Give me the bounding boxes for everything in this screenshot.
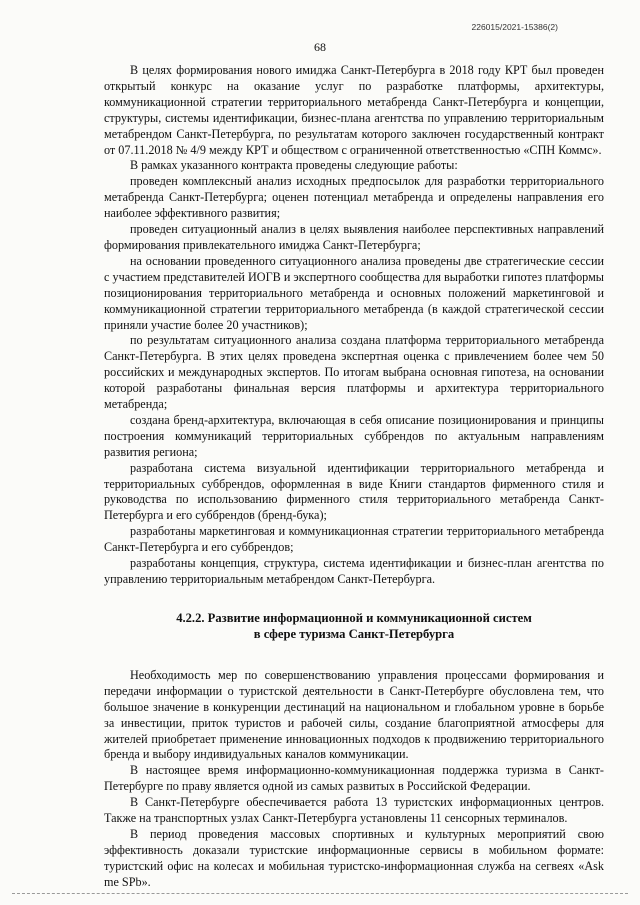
paragraph: разработана система визуальной идентификации территориального метабренда и территориальных суббрендов, оформленная в виде Книги стандартов фирменного стиля и руководства по использованию фирменного стиля территориального метабренда Санкт-Петербурга и его суббрендов (бренд-бука);: [104, 460, 604, 523]
paragraph: В целях формирования нового имиджа Санкт-Петербурга в 2018 году КРТ был проведен открытый конкурс на оказание услуг по разработке платформы, архитектуры, коммуникационной стратегии территориального метабренда Санкт-Петербурга и концепции, структуры, системы идентификации, бизнес-плана агентства по управлению территориальным метабрендом Санкт-Петербурга, по результатам которого заключен государственный контракт от 07.11.2018 № 4/9 между КРТ и обществом с ограниченной ответственностью «СПН Коммс».: [104, 63, 604, 157]
paragraph: проведен ситуационный анализ в целях выявления наиболее перспективных направлений формирования привлекательного имиджа Санкт-Петербурга;: [104, 222, 604, 252]
section-heading-line-2: в сфере туризма Санкт-Петербурга: [253, 626, 455, 641]
paragraph: В рамках указанного контракта проведены следующие работы:: [130, 158, 458, 173]
page-number: 68: [314, 40, 326, 54]
paragraph: по результатам ситуационного анализа создана платформа территориального метабренда Санкт-Петербурга. В этих целях проведена экспертная оценка с привлечением более чем 50 российских и международных экспертов. По итогам выбрана основная гипотеза, на основании которой разработаны финальная версия платформы и архитектура территориального метабренда;: [104, 333, 604, 412]
scan-bottom-edge: [12, 893, 628, 894]
paragraph: создана бренд-архитектура, включающая в себя описание позиционирования и принципы построения коммуникаций территориальных суббрендов по актуальным направлениям развития региона;: [104, 412, 604, 459]
document-number: 226015/2021-15386(2): [471, 22, 558, 32]
section-heading: [104, 610, 604, 642]
paragraph: разработаны маркетинговая и коммуникационная стратегии территориального метабренда Санкт-Петербурга и его суббрендов;: [104, 524, 604, 555]
paragraph: на основании проведенного ситуационного анализа проведены две стратегические сессии с участием представителей ИОГВ и экспертного сообщества для выработки гипотез платформы позиционирования территориального метабренда и основных положений маркетинговой и коммуникационной стратегии территориального метабренда (в каждой стратегической сессии приняли участие более 20 участников);: [104, 253, 604, 332]
paragraph: В Санкт-Петербурге обеспечивается работа 13 туристских информационных центров. Также на транспортных узлах Санкт-Петербурга установлены 11 сенсорных терминалов.: [104, 795, 604, 826]
paragraph: В период проведения массовых спортивных и культурных мероприятий свою эффективность доказали туристские информационные сервисы в мобильном формате: туристский офис на колесах и мобильная туристско-информационная служба на сегвеях «Ask me SPb».: [104, 826, 604, 889]
document-body: [104, 63, 604, 891]
section-heading-line-1: 4.2.2. Развитие информационной и коммуникационной систем: [176, 610, 532, 625]
paragraph: разработаны концепция, структура, система идентификации и бизнес-план агентства по управлению территориальным метабрендом Санкт-Петербурга.: [104, 556, 604, 586]
paragraph: Необходимость мер по совершенствованию управления процессами формирования и передачи информации о туристской деятельности в Санкт-Петербурге обусловлена тем, что большое значение в конкуренции дестинаций на национальном и глобальном уровне в борьбе за инвестиции, приток туристов и рабочей силы, создание благоприятной атмосферы для жителей приобретает применение инновационных подходов к продвижению территориального бренда и выбору индивидуальных каналов коммуникации.: [104, 667, 604, 762]
paragraph: В настоящее время информационно-коммуникационная поддержка туризма в Санкт-Петербурге по праву является одной из самых развитых в Российской Федерации.: [104, 763, 604, 794]
paragraph: проведен комплексный анализ исходных предпосылок для разработки территориального метабренда Санкт-Петербурга; оценен потенциал метабренда и определены направления его наиболее эффективного развития;: [104, 174, 604, 221]
